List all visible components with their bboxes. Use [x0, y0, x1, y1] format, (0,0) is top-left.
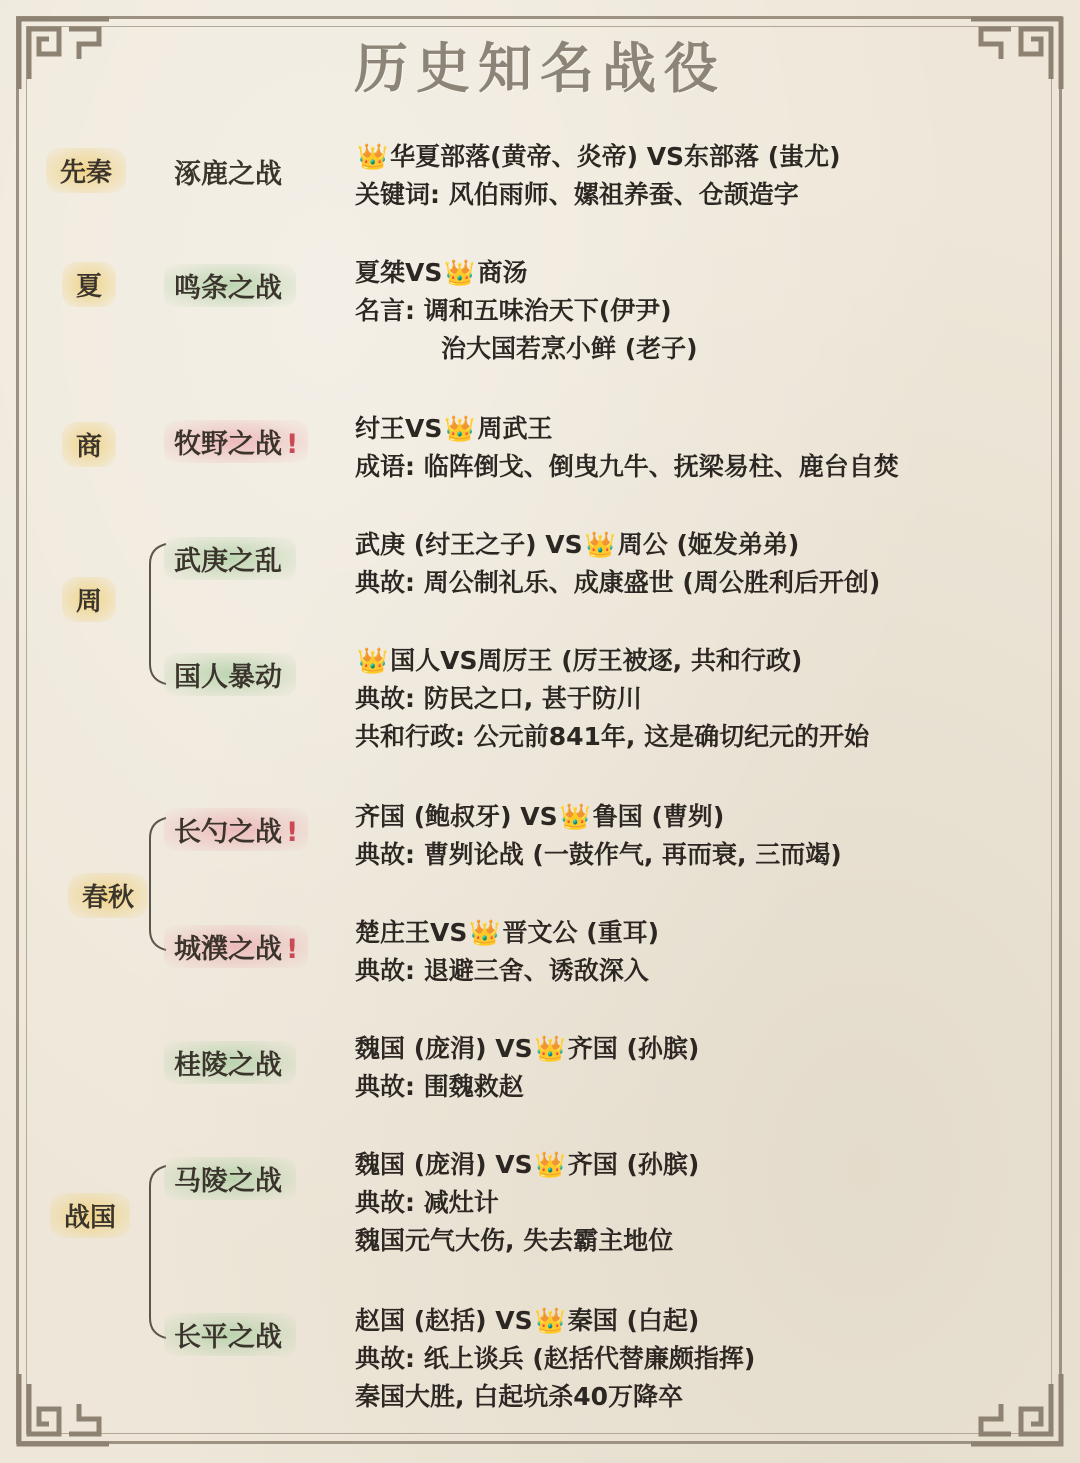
dynasty-label: 商: [62, 422, 116, 467]
description-line: 典故: 纸上谈兵 (赵括代替廉颇指挥): [355, 1344, 756, 1373]
description-line: 魏国 (庞涓) VS👑齐国 (孙膑): [355, 1146, 1045, 1184]
highlight-mark: !: [286, 817, 299, 848]
crown-icon: 👑: [357, 646, 389, 675]
battle-name: 长平之战: [164, 1313, 296, 1356]
description-line: 魏国 (庞涓) VS👑齐国 (孙膑): [355, 1030, 1045, 1068]
battle-description: [355, 642, 1045, 756]
description-line: 纣王VS👑周武王: [355, 410, 1045, 448]
description-line: 典故: 围魏救赵: [355, 1072, 524, 1101]
battle-name: 牧野之战 !: [164, 420, 308, 463]
description-line: 武庚 (纣王之子) VS👑周公 (姬发弟弟): [355, 526, 1045, 564]
battle-description: [355, 1302, 1045, 1416]
description-line: 共和行政: 公元前841年, 这是确切纪元的开始: [355, 722, 870, 751]
crown-icon: 👑: [534, 1150, 566, 1179]
description-line: 关键词: 风伯雨师、嫘祖养蚕、仓颉造字: [355, 180, 799, 209]
battle-name: 国人暴动: [164, 653, 296, 696]
description-line: 秦国大胜, 白起坑杀40万降卒: [355, 1382, 683, 1411]
battle-name: 桂陵之战: [164, 1041, 296, 1084]
battle-name: 鸣条之战: [164, 264, 296, 307]
description-line: 治大国若烹小鲜 (老子): [441, 334, 698, 363]
highlight-mark: !: [286, 429, 299, 460]
dynasty-label: 先秦: [46, 148, 126, 193]
crown-icon: 👑: [444, 258, 476, 287]
description-line: 楚庄王VS👑晋文公 (重耳): [355, 914, 1045, 952]
crown-icon: 👑: [559, 802, 591, 831]
battle-description: [355, 1146, 1045, 1260]
battle-name: 马陵之战: [164, 1157, 296, 1200]
battle-description: [355, 526, 1045, 602]
battle-description: [355, 138, 1045, 214]
crown-icon: 👑: [469, 918, 501, 947]
battle-description: [355, 798, 1045, 874]
battle-name: 长勺之战 !: [164, 808, 308, 851]
description-line: 魏国元气大伤, 失去霸主地位: [355, 1226, 674, 1255]
crown-icon: 👑: [584, 530, 616, 559]
description-line: 赵国 (赵括) VS👑秦国 (白起): [355, 1302, 1045, 1340]
battle-description: [355, 254, 1045, 368]
description-line: 典故: 曹刿论战 (一鼓作气, 再而衰, 三而竭): [355, 840, 842, 869]
description-line: 👑国人VS周厉王 (厉王被逐, 共和行政): [355, 642, 1045, 680]
dynasty-label: 周: [62, 577, 116, 622]
description-line: 典故: 防民之口, 甚于防川: [355, 684, 642, 713]
dynasty-label: 春秋: [68, 873, 148, 918]
battle-name: 武庚之乱: [164, 537, 296, 580]
page-title: 历史知名战役: [354, 36, 726, 100]
description-line: 典故: 周公制礼乐、成康盛世 (周公胜利后开创): [355, 568, 881, 597]
crown-icon: 👑: [357, 142, 389, 171]
dynasty-label: 夏: [62, 262, 116, 307]
description-line: 成语: 临阵倒戈、倒曳九牛、抚梁易柱、鹿台自焚: [355, 452, 899, 481]
description-line: 名言: 调和五味治天下(伊尹): [355, 296, 672, 325]
highlight-mark: !: [286, 934, 299, 965]
crown-icon: 👑: [534, 1306, 566, 1335]
battle-description: [355, 410, 1045, 486]
description-line: 典故: 减灶计: [355, 1188, 499, 1217]
battle-name: 城濮之战 !: [164, 925, 308, 968]
crown-icon: 👑: [444, 414, 476, 443]
battle-description: [355, 1030, 1045, 1106]
description-line: 👑华夏部落(黄帝、炎帝) VS东部落 (蚩尤): [355, 138, 1045, 176]
description-line: 夏桀VS👑商汤: [355, 254, 1045, 292]
crown-icon: 👑: [534, 1034, 566, 1063]
description-line: 典故: 退避三舍、诱敌深入: [355, 956, 649, 985]
corner-ornament-bottom-left: [14, 1369, 114, 1449]
dynasty-label: 战国: [50, 1193, 130, 1238]
battle-description: [355, 914, 1045, 990]
battle-name: 涿鹿之战: [174, 159, 282, 190]
description-line: 齐国 (鲍叔牙) VS👑鲁国 (曹刿): [355, 798, 1045, 836]
